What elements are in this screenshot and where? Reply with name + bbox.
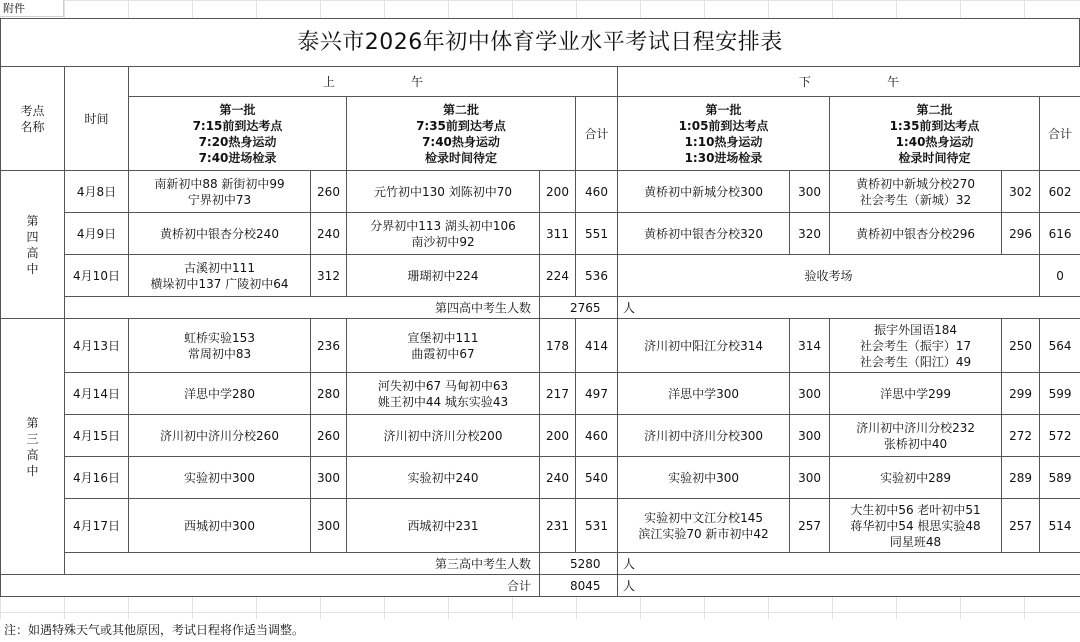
date-cell: 4月16日 [65, 457, 129, 499]
am-batch-2-count: 178 [540, 319, 576, 373]
am-batch-2-schools: 元竹初中130 刘陈初中70 [347, 171, 540, 213]
pm-batch-2-schools: 黄桥初中银杏分校296 [830, 213, 1002, 255]
table-row [1, 213, 1080, 255]
am-batch-1-schools: 虹桥实验153 常周初中83 [129, 319, 311, 373]
subtotal-unit: 人 [618, 297, 1080, 319]
subtotal-value: 2765 [540, 297, 618, 319]
pm-batch-1-schools: 洋思中学300 [618, 373, 790, 415]
pm-batch-1-schools: 黄桥初中新城分校300 [618, 171, 790, 213]
am-total: 460 [576, 171, 618, 213]
am-batch-2-schools: 济川初中济川分校200 [347, 415, 540, 457]
date-cell: 4月17日 [65, 499, 129, 553]
am-batch-2-schools: 河失初中67 马甸初中63 姚王初中44 城东实验43 [347, 373, 540, 415]
pm-total-header: 合计 [1040, 97, 1080, 171]
subtotal-row [1, 553, 1080, 575]
am-total: 414 [576, 319, 618, 373]
date-cell: 4月13日 [65, 319, 129, 373]
am-total: 540 [576, 457, 618, 499]
pm-batch-2-count: 289 [1002, 457, 1040, 499]
time-header: 时间 [65, 67, 129, 171]
am-batch-1-schools: 实验初中300 [129, 457, 311, 499]
pm-batch-1-count: 300 [790, 373, 830, 415]
am-total: 531 [576, 499, 618, 553]
table-row [1, 415, 1080, 457]
am-batch-2-count: 200 [540, 415, 576, 457]
subtotal-row [1, 297, 1080, 319]
am-batch-2-schools: 分界初中113 湖头初中106 南沙初中92 [347, 213, 540, 255]
am-batch-2-schools: 宣堡初中111 曲霞初中67 [347, 319, 540, 373]
am-batch-1-header: 第一批 7:15前到达考点 7:20热身运动 7:40进场检录 [129, 97, 347, 171]
am-batch-1-schools: 西城初中300 [129, 499, 311, 553]
pm-batch-1-count: 300 [790, 457, 830, 499]
footnote: 注：如遇特殊天气或其他原因，考试日程将作适当调整。 [0, 619, 1080, 642]
grand-total-unit: 人 [618, 575, 1080, 597]
pm-batch-2-header: 第二批 1:35前到达考点 1:40热身运动 检录时间待定 [830, 97, 1040, 171]
pm-batch-1-count: 257 [790, 499, 830, 553]
subtotal-value: 5280 [540, 553, 618, 575]
grand-total-row [1, 575, 1080, 597]
am-batch-2-count: 200 [540, 171, 576, 213]
grand-total-value: 8045 [540, 575, 618, 597]
table-row [1, 319, 1080, 373]
am-batch-1-schools: 洋思中学280 [129, 373, 311, 415]
pm-total: 616 [1040, 213, 1080, 255]
page-title: 泰兴市2026年初中体育学业水平考试日程安排表 [0, 18, 1080, 66]
date-cell: 4月10日 [65, 255, 129, 297]
table-row [1, 373, 1080, 415]
pm-total: 572 [1040, 415, 1080, 457]
pm-total: 564 [1040, 319, 1080, 373]
pm-batch-1-count: 314 [790, 319, 830, 373]
am-batch-1-schools: 济川初中济川分校260 [129, 415, 311, 457]
site-name: 第 四 高 中 [1, 171, 65, 319]
table-row [1, 255, 1080, 297]
pm-batch-1-count: 300 [790, 171, 830, 213]
am-batch-1-count: 300 [311, 457, 347, 499]
pm-batch-2-schools: 洋思中学299 [830, 373, 1002, 415]
pm-batch-2-count: 299 [1002, 373, 1040, 415]
pm-batch-2-count: 272 [1002, 415, 1040, 457]
am-total: 536 [576, 255, 618, 297]
am-batch-1-count: 240 [311, 213, 347, 255]
pm-batch-2-schools: 大生初中56 老叶初中51 蒋华初中54 根思实验48 同星班48 [830, 499, 1002, 553]
pm-batch-1-count: 320 [790, 213, 830, 255]
pm-batch-2-count: 257 [1002, 499, 1040, 553]
am-batch-1-count: 260 [311, 415, 347, 457]
pm-batch-2-schools: 济川初中济川分校232 张桥初中40 [830, 415, 1002, 457]
pm-batch-1-schools: 实验初中文江分校145 滨江实验70 新市初中42 [618, 499, 790, 553]
pm-batch-2-count: 302 [1002, 171, 1040, 213]
am-batch-2-header: 第二批 7:35前到达考点 7:40热身运动 检录时间待定 [347, 97, 576, 171]
am-total-header: 合计 [576, 97, 618, 171]
pm-batch-2-count: 250 [1002, 319, 1040, 373]
subtotal-label: 第四高中考生人数 [65, 297, 540, 319]
subtotal-unit: 人 [618, 553, 1080, 575]
pm-total: 0 [1040, 255, 1080, 297]
pm-batch-1-schools: 济川初中阳江分校314 [618, 319, 790, 373]
schedule-table [0, 66, 1080, 597]
am-total: 460 [576, 415, 618, 457]
am-batch-1-count: 236 [311, 319, 347, 373]
pm-batch-2-count: 296 [1002, 213, 1040, 255]
pm-total: 599 [1040, 373, 1080, 415]
attachment-label: 附件 [0, 0, 64, 17]
pm-batch-1-schools: 济川初中济川分校300 [618, 415, 790, 457]
site-name: 第 三 高 中 [1, 319, 65, 575]
am-batch-2-count: 217 [540, 373, 576, 415]
pm-total: 589 [1040, 457, 1080, 499]
am-batch-1-schools: 古溪初中111 横垛初中137 广陵初中64 [129, 255, 311, 297]
pm-batch-2-schools: 黄桥初中新城分校270 社会考生（新城）32 [830, 171, 1002, 213]
am-batch-2-count: 311 [540, 213, 576, 255]
morning-header: 上 午 [129, 67, 618, 97]
am-batch-1-count: 312 [311, 255, 347, 297]
date-cell: 4月9日 [65, 213, 129, 255]
table-row [1, 171, 1080, 213]
am-batch-2-schools: 西城初中231 [347, 499, 540, 553]
am-total: 497 [576, 373, 618, 415]
afternoon-header: 下 午 [618, 67, 1080, 97]
header-row-1 [1, 67, 1080, 97]
pm-merged-note: 验收考场 [618, 255, 1040, 297]
subtotal-label: 第三高中考生人数 [65, 553, 540, 575]
pm-batch-1-schools: 黄桥初中银杏分校320 [618, 213, 790, 255]
table-row [1, 499, 1080, 553]
am-batch-2-schools: 珊瑚初中224 [347, 255, 540, 297]
pm-batch-1-header: 第一批 1:05前到达考点 1:10热身运动 1:30进场检录 [618, 97, 830, 171]
grand-total-label: 合计 [1, 575, 540, 597]
pm-batch-2-schools: 实验初中289 [830, 457, 1002, 499]
am-batch-2-count: 224 [540, 255, 576, 297]
date-cell: 4月14日 [65, 373, 129, 415]
table-row [1, 457, 1080, 499]
pm-total: 514 [1040, 499, 1080, 553]
am-batch-1-schools: 南新初中88 新街初中99 宁界初中73 [129, 171, 311, 213]
pm-total: 602 [1040, 171, 1080, 213]
date-cell: 4月15日 [65, 415, 129, 457]
am-batch-1-count: 300 [311, 499, 347, 553]
header-row-2 [1, 97, 1080, 171]
am-batch-1-count: 280 [311, 373, 347, 415]
am-batch-1-schools: 黄桥初中银杏分校240 [129, 213, 311, 255]
am-total: 551 [576, 213, 618, 255]
site-name-header: 考点 名称 [1, 67, 65, 171]
pm-batch-2-schools: 振宇外国语184 社会考生（振宇）17 社会考生（阳江）49 [830, 319, 1002, 373]
pm-batch-1-schools: 实验初中300 [618, 457, 790, 499]
date-cell: 4月8日 [65, 171, 129, 213]
am-batch-2-count: 240 [540, 457, 576, 499]
am-batch-1-count: 260 [311, 171, 347, 213]
am-batch-2-schools: 实验初中240 [347, 457, 540, 499]
am-batch-2-count: 231 [540, 499, 576, 553]
pm-batch-1-count: 300 [790, 415, 830, 457]
